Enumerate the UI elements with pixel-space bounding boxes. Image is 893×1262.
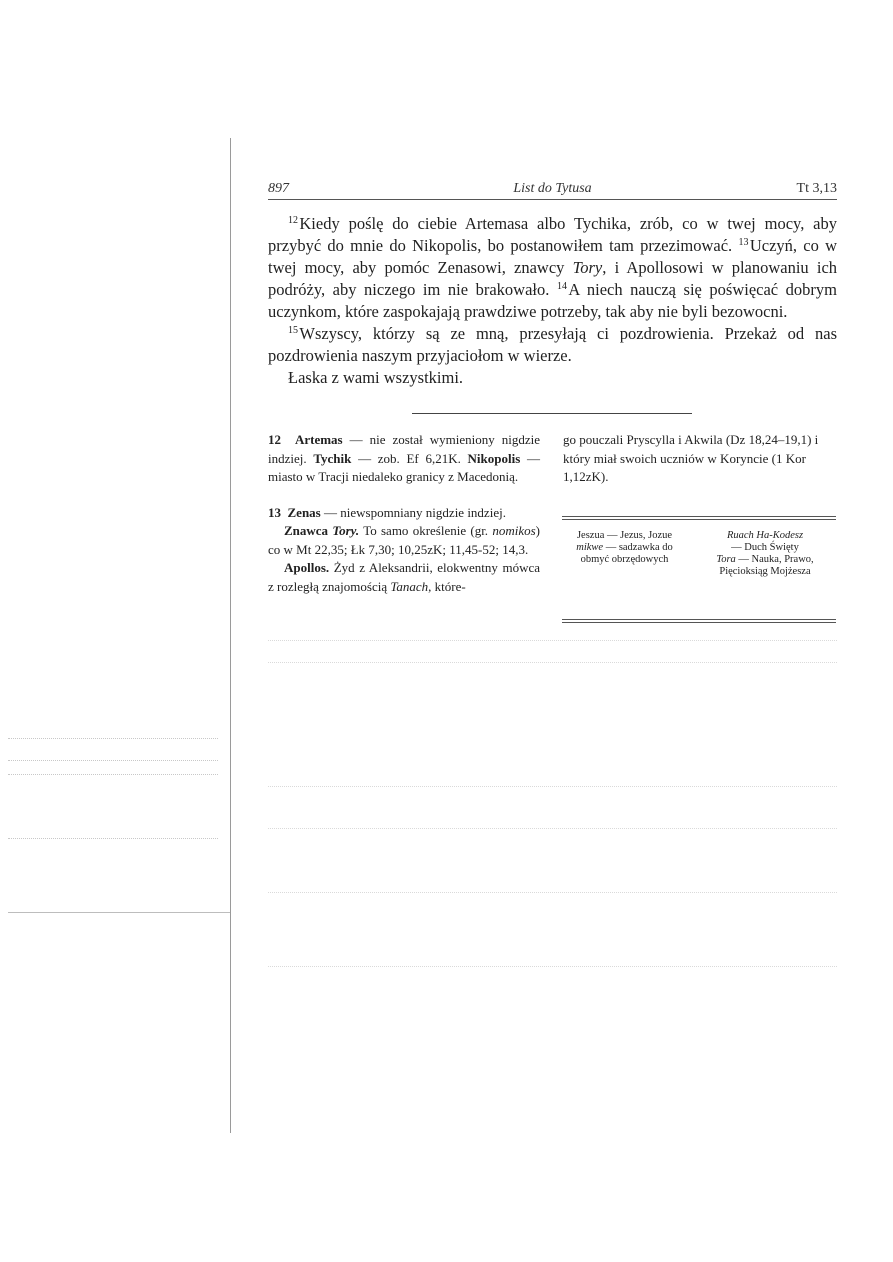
bleed-through-line (268, 892, 837, 893)
glossary-entry: Tora — Nauka, Prawo, (716, 554, 814, 565)
bleed-through-line (8, 760, 218, 761)
closing-greeting: Łaska z wami wszystkimi. (288, 368, 464, 387)
verse-number: 12 (288, 215, 298, 226)
glossary-box (562, 516, 836, 622)
footnote-continuation: go pouczali Pryscylla i Akwila (Dz 18,24–19,1) i który miał swoich uczniów w Koryncie (1 Kor 1,12zK). (563, 432, 819, 484)
glossary-entry: mikwe — sadzawka do (576, 542, 673, 553)
bleed-through-line (268, 786, 837, 787)
bleed-through-line (8, 838, 218, 839)
page-edge-line (230, 138, 231, 1133)
paragraph: $^{12}$ Kiedy poślę do ciebie Artemasa albo Tychika, zrób, co w twej mocy, aby przybyć do mnie do Nikopolis, bo postanowiłem tam przezimować. $^{13}$ Uczyń, co w twej mocy, aby pomóc Zenasowi, znawcy Tory, i Apollosowi w planowaniu ich podróży, aby niczego im nie brakowało. $^{14}$ A niech nauczą się poświęcać dobrym uczynkom, które zaspokajają prawdziwe potrzeby, tak aby nie byli bezowocni. (268, 214, 838, 321)
bleed-through-line (8, 912, 230, 913)
verse-number: 13 (738, 237, 749, 248)
running-header (268, 181, 837, 199)
page-number: 897 (268, 181, 289, 196)
glossary-entry: — Duch Święty (731, 542, 799, 553)
bleed-through-line (268, 662, 837, 663)
term-tychik: Tychik (313, 450, 352, 466)
verse-number: 14 (556, 281, 567, 292)
footnote-13-apollos: Apollos. Żyd z Aleksandrii, elokwentny mówca z rozległą znajomością Tanach, które- (268, 560, 540, 594)
notes-separator (412, 413, 692, 414)
footnote-12: 12 Artemas — nie został wymieniony nigdzie indziej. Tychik — zob. Ef 6,21K. Nikopolis — miasto w Tracji niedaleko granicy z Macedonią. (268, 432, 540, 484)
glossary-rule (562, 516, 836, 517)
glossary-left-column (562, 530, 687, 566)
term-znawca: Znawca (284, 523, 329, 538)
glossary-entry: obmyć obrzędowych (580, 554, 669, 565)
glossary-entry: Ruach Ha-Kodesz (726, 530, 804, 541)
bleed-through-line (268, 966, 837, 967)
bleed-through-line (268, 640, 837, 641)
term-artemas: Artemas (294, 432, 343, 447)
header-rule (268, 199, 837, 200)
term-nikopolis: Nikopolis (467, 450, 521, 466)
footnotes-left-column (268, 431, 540, 596)
paragraph: $^{15}$ Wszyscy, którzy są ze mną, przesyłają ci pozdrowienia. Przekaż od nas pozdrowienia naszym przyjaciołom w wierze. (268, 324, 837, 365)
footnote-13: 13 Zenas — niewspomniany nigdzie indziej. (268, 504, 506, 520)
term-tora: Tory (572, 258, 603, 277)
glossary-rule (562, 519, 836, 520)
bleed-through-line (8, 738, 218, 739)
main-text (268, 213, 837, 389)
glossary-right-column (694, 530, 836, 578)
term-apollos: Apollos. (284, 560, 330, 575)
glossary-rule (562, 622, 836, 623)
term-zenas: Zenas (287, 504, 321, 520)
bleed-through-line (268, 828, 837, 829)
chapter-reference: Tt 3,13 (796, 181, 837, 196)
verse-number: 15 (288, 325, 298, 336)
glossary-entry: Jeszua — Jezus, Jozue (576, 530, 673, 541)
glossary-rule (562, 619, 836, 620)
bleed-through-line (8, 774, 218, 775)
footnote-13-znawca: Znawca Tory. To samo określenie (gr. nomikos) co w Mt 22,35; Łk 7,30; 10,25zK; 11,45-52; 14,3. (268, 523, 541, 557)
book-title: List do Tytusa (513, 181, 592, 196)
glossary-entry: Pięcioksiąg Mojżesza (719, 566, 811, 577)
footnotes-right-column (563, 431, 838, 487)
